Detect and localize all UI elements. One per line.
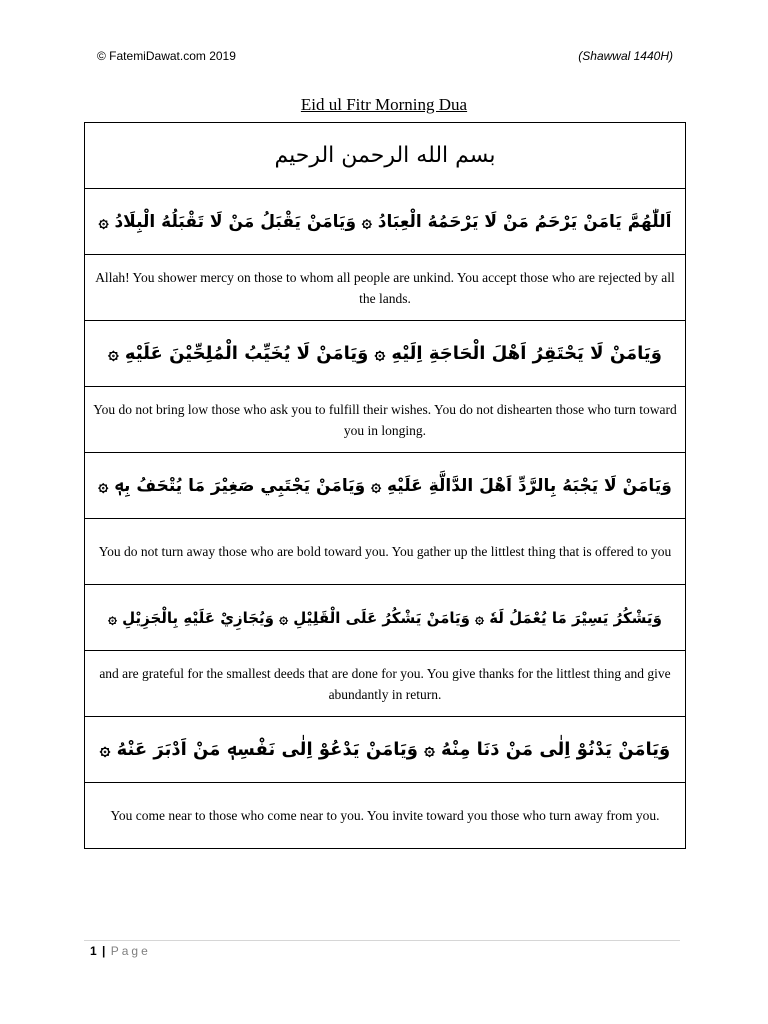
english-row-1: [85, 255, 686, 321]
page-title: [0, 95, 768, 115]
arabic-row-4: [85, 585, 686, 651]
arabic-verse-5: وَيَامَنْ يَدْنُوْ اِلٰى مَنْ دَنَا مِنْهُ ۞ وَيَامَنْ يَدْعُوْ اِلٰى نَفْسِهٖ مَنْ اَدْبَرَ عَنْهُ ۞: [85, 717, 686, 783]
bismillah-text: بسم الله الرحمن الرحيم: [85, 123, 686, 189]
english-row-3: [85, 519, 686, 585]
english-translation-2: You do not bring low those who ask you to fulfill their wishes. You do not dishearten those who turn toward you in longing.: [85, 387, 686, 453]
date-text: (Shawwal 1440H): [578, 49, 673, 63]
arabic-verse-1: اَللّٰهُمَّ يَامَنْ يَرْحَمُ مَنْ لَا يَرْحَمُهُ الْعِبَادُ ۞ وَيَامَنْ يَقْبَلُ مَنْ لَا تَقْبَلُهُ الْبِلَادُ ۞: [85, 189, 686, 255]
english-translation-5: You come near to those who come near to you. You invite toward you those who turn away from you.: [85, 783, 686, 849]
copyright-text: © FatemiDawat.com 2019: [97, 49, 236, 63]
bismillah-row: [85, 123, 686, 189]
english-translation-3: You do not turn away those who are bold toward you. You gather up the littlest thing that is offered to you: [85, 519, 686, 585]
arabic-verse-2: وَيَامَنْ لَا يَحْتَقِرُ اَهْلَ الْحَاجَةِ اِلَيْهِ ۞ وَيَامَنْ لَا يُخَيِّبُ الْمُلِحِّيْنَ عَلَيْهِ ۞: [85, 321, 686, 387]
page-footer: [90, 944, 151, 958]
arabic-row-2: [85, 321, 686, 387]
footer-divider: [84, 940, 680, 941]
page-separator: |: [102, 944, 106, 958]
english-translation-1: Allah! You shower mercy on those to whom all people are unkind. You accept those who are rejected by all the lands.: [85, 255, 686, 321]
english-row-5: [85, 783, 686, 849]
page-title-text: Eid ul Fitr Morning Dua: [300, 95, 468, 114]
arabic-verse-4: وَيَشْكُرُ يَسِيْرَ مَا يُعْمَلُ لَهٗ ۞ وَيَامَنْ يَشْكُرُ عَلَى الْقَلِيْلِ ۞ وَيُجَازِيْ عَلَيْهِ بِالْجَزِيْلِ ۞: [85, 585, 686, 651]
arabic-verse-3: وَيَامَنْ لَا يَجْبَهُ بِالرَّدِّ اَهْلَ الدَّالَّةِ عَلَيْهِ ۞ وَيَامَنْ يَجْتَبِي صَغِيْرَ مَا يُتْحَفُ بِهٖ ۞: [85, 453, 686, 519]
arabic-row-3: [85, 453, 686, 519]
english-translation-4: and are grateful for the smallest deeds that are done for you. You give thanks for the littlest thing and give abundantly in return.: [85, 651, 686, 717]
english-row-4: [85, 651, 686, 717]
arabic-row-1: [85, 189, 686, 255]
page-number: 1: [90, 944, 97, 958]
dua-table: [84, 122, 686, 849]
page-label: Page: [110, 944, 151, 958]
arabic-row-5: [85, 717, 686, 783]
english-row-2: [85, 387, 686, 453]
